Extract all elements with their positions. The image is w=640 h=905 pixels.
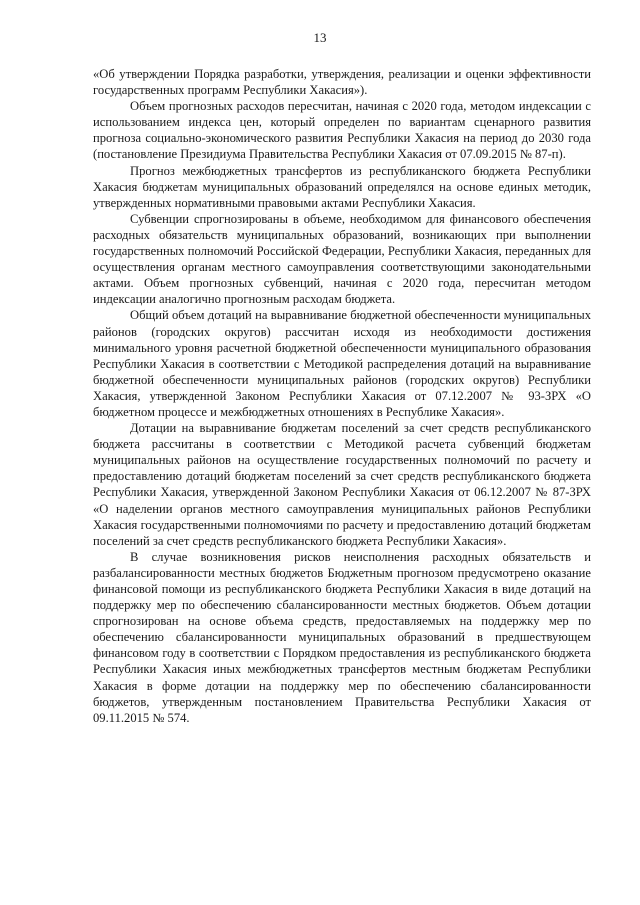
paragraph-continuation: «Об утверждении Порядка разработки, утверждения, реализации и оценки эффективности государственных программ Республики Хакасия»). [93, 67, 591, 98]
paragraph-interbudget-transfers: Прогноз межбюджетных трансфертов из республиканского бюджета Республики Хакасия бюджетам муниципальных образований определялся на основе единых методик, утвержденных нормативными правовыми актами Республики Хакасия. [93, 163, 591, 210]
paragraph-subventions: Субвенции спрогнозированы в объеме, необходимом для финансового обеспечения расходных обязательств муниципальных образований, возникающих при выполнении государственных полномочий Российской Федерации, Республики Хакасия, переданных для осуществления органам местного самоуправления соответствующими законодательными актами. Объем прогнозных субвенций, начиная с 2020 года, пересчитан методом индексации аналогично прогнозным расходам бюджета. [93, 211, 591, 307]
body-text [93, 66, 591, 726]
paragraph-forecast-expenses: Объем прогнозных расходов пересчитан, начиная с 2020 года, методом индексации с использованием индекса цен, который определен по вариантам сценарного развития прогноза социально-экономического развития Республики Хакасия на период до 2030 года (постановление Президиума Правительства Республики Хакасия от 07.09.2015 № 87-п). [93, 99, 591, 162]
paragraph-equalization-districts: Общий объем дотаций на выравнивание бюджетной обеспеченности муниципальных районов (городских округов) рассчитан исходя из необходимости достижения минимального уровня расчетной бюджетной обеспеченности муниципального образования Республики Хакасия в соответствии с Методикой распределения дотаций на выравнивание бюджетной обеспеченности муниципальных районов (городских округов) Республики Хакасия, утвержденной Законом Республики Хакасия от 07.12.2007 № 93-ЗРХ «О бюджетном процессе и межбюджетных отношениях в Республике Хакасия». [93, 308, 591, 419]
paragraph-balance-support: В случае возникновения рисков неисполнения расходных обязательств и разбалансированности местных бюджетов Бюджетным прогнозом предусмотрено оказание финансовой помощи из республиканского бюджета Республики Хакасия в виде дотаций на поддержку мер по обеспечению сбалансированности местных бюджетов. Объем дотации спрогнозирован на основе объема средств, предоставляемых на поддержку мер по обеспечению сбалансированности муниципальных образований в предшествующем финансовом году в соответствии с Порядком предоставления из республиканского бюджета Республики Хакасия иных межбюджетных трансфертов местным бюджетам Республики Хакасия в форме дотации на поддержку мер по обеспечению сбалансированности бюджетов, утвержденным постановлением Правительства Республики Хакасия от 09.11.2015 № 574. [93, 549, 591, 725]
page-number: 13 [313, 30, 327, 45]
paragraph-equalization-settlements: Дотации на выравнивание бюджетам поселений за счет средств республиканского бюджета рассчитаны в соответствии с Методикой расчета субвенций бюджетам муниципальных районов на осуществление государственных полномочий по расчету и предоставлению дотаций бюджетам поселений за счет средств республиканского бюджета Республики Хакасия, утвержденной Законом Республики Хакасия от 06.12.2007 № 87-ЗРХ «О наделении органов местного самоуправления муниципальных районов Республики Хакасия государственными полномочиями по расчету и предоставлению дотаций бюджетам поселений за счет средств республиканского бюджета Республики Хакасия». [93, 421, 591, 548]
